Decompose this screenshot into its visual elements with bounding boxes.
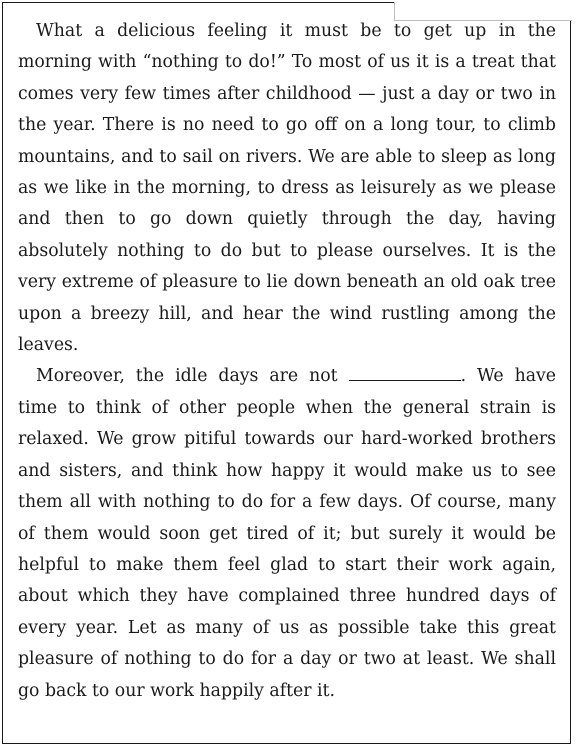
answer-blank [349,363,461,381]
passage-text [18,16,556,707]
paragraph-2 [18,361,556,706]
paragraph-2-start: Moreover, the idle days are not [36,366,349,387]
paragraph-2-end: . We have time to think of other people when the general strain is relaxed. We grow pitiful towards our hard-worked brothers and sisters, and think how happy it would make us to see them all with nothing to do for a few days. Of course, many of them would soon get tired of it; but surely it would be helpful to make them feel glad to start their work again, about which they have complained three hundred days of every year. Let as many of us as possible take this great pleasure of nothing to do for a day or two at least. We shall go back to our work happily after it. [18,366,556,701]
paragraph-1: What a delicious feeling it must be to get up in the morning with “nothing to do!” To most of us it is a treat that comes very few times after childhood — just a day or two in the year. There is no need to go off on a long tour, to climb mountains, and to sail on rivers. We are able to sleep as long as we like in the morning, to dress as leisurely as we please and then to go down quietly through the day, having absolutely nothing to do but to please ourselves. It is the very extreme of pleasure to lie down beneath an old oak tree upon a breezy hill, and hear the wind rustling among the leaves. [18,21,556,356]
